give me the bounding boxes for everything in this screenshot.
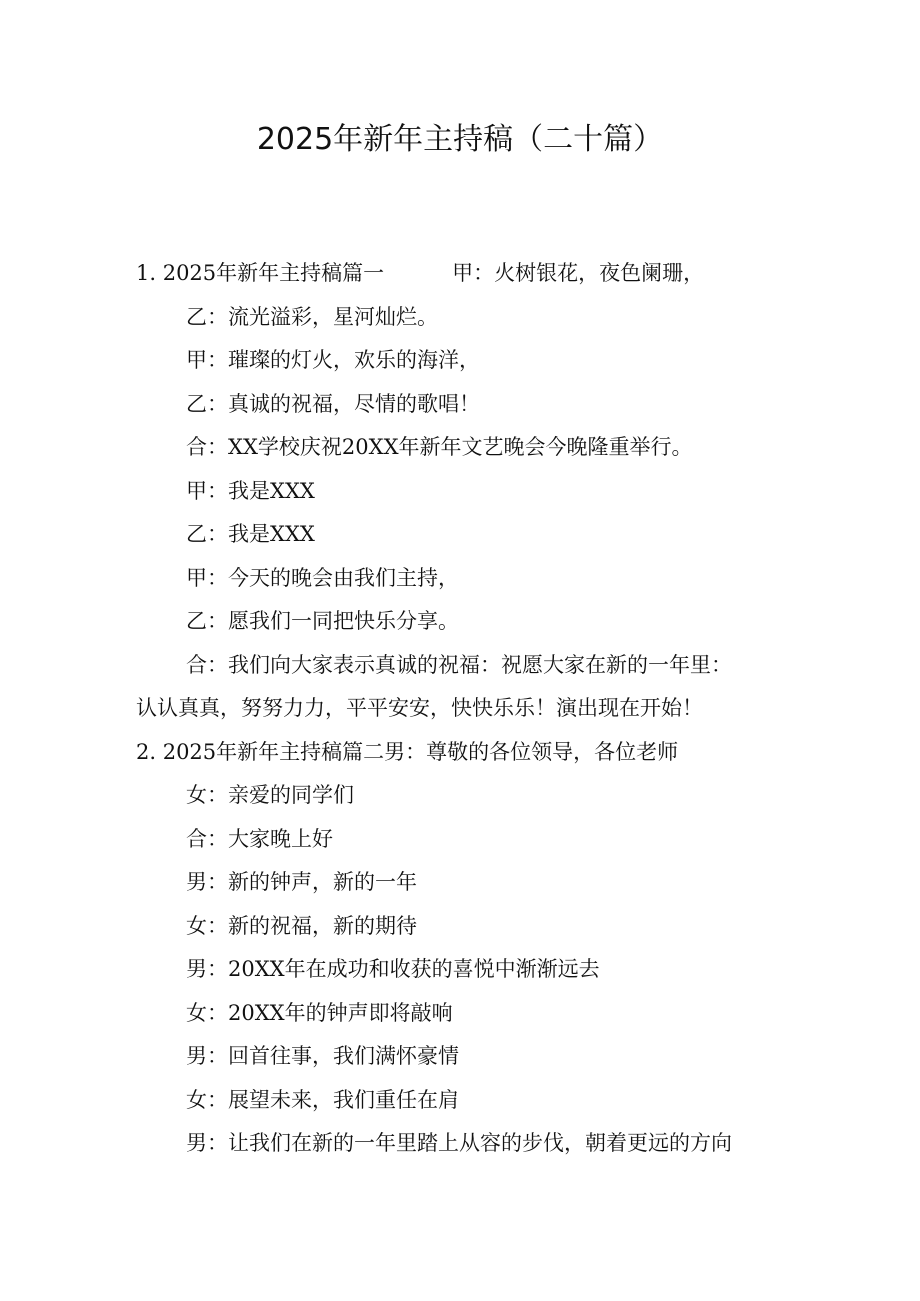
dialogue-line: 女：亲爱的同学们: [186, 783, 354, 807]
dialogue-line: 女：新的祝福，新的期待: [186, 913, 417, 938]
dialogue-line: 合：我们向大家表示真诚的祝福：祝愿大家在新的一年里：: [186, 652, 732, 677]
dialogue-line: 乙：愿我们一同把快乐分享。: [186, 609, 459, 633]
dialogue-line: 男：20XX年在成功和收获的喜悦中渐渐远去: [186, 957, 600, 981]
dialogue-line: 女：展望未来，我们重任在肩: [186, 1087, 459, 1112]
dialogue-line: 甲：火树银花，夜色阑珊，: [452, 261, 705, 285]
dialogue-line: 女：20XX年的钟声即将敲响: [186, 1000, 453, 1025]
dialogue-continuation: 认认真真，努努力力，平平安安，快快乐乐！演出现在开始！: [136, 696, 703, 720]
dialogue-line: 乙：流光溢彩，星河灿烂。: [186, 304, 438, 329]
dialogue-line: 甲：今天的晚会由我们主持，: [186, 565, 459, 590]
section-heading-2: 2. 2025年新年主持稿篇二男：尊敬的各位领导，各位老师: [136, 739, 679, 764]
section-heading-1: 1. 2025年新年主持稿篇一: [136, 261, 385, 285]
dialogue-line: 男：让我们在新的一年里踏上从容的步伐，朝着更远的方向: [186, 1131, 732, 1155]
document-title: 2025年新年主持稿（二十篇）: [256, 122, 664, 157]
dialogue-line: 男：回首往事，我们满怀豪情: [186, 1044, 459, 1068]
dialogue-line: 乙：真诚的祝福，尽情的歌唱！: [186, 391, 480, 416]
dialogue-line: 合：XX学校庆祝20XX年新年文艺晚会今晚隆重举行。: [186, 435, 693, 459]
dialogue-line: 甲：我是XXX: [186, 478, 315, 503]
dialogue-line: 乙：我是XXX: [186, 522, 315, 546]
document-body: [136, 252, 796, 1166]
paragraph-line-1: [136, 252, 796, 296]
dialogue-line: 合：大家晚上好: [186, 826, 333, 851]
dialogue-line: 甲：璀璨的灯火，欢乐的海洋，: [186, 348, 480, 372]
dialogue-line: 男：新的钟声，新的一年: [186, 870, 417, 894]
